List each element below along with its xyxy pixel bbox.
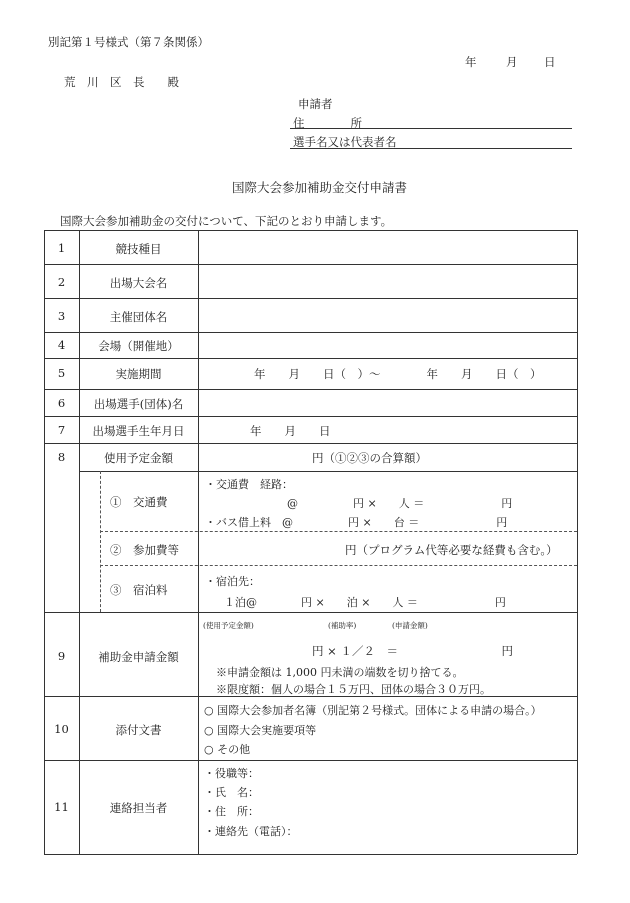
subsidy-note-rounding: ※申請金額は 1,000 円未満の端数を切り捨てる。 (216, 666, 464, 679)
row-7-number: 7 (57, 423, 66, 437)
fees-label: ② 参加費等 (110, 543, 179, 557)
row-9-number: 9 (57, 649, 66, 663)
row-8-label: 使用予定金額 (104, 451, 173, 465)
subsidy-note-limit: ※限度額：個人の場合１５万円、団体の場合３０万円。 (216, 683, 491, 696)
planned-amount-value: 円（①②③の合算額） (312, 451, 427, 465)
row-6-number: 6 (57, 396, 66, 410)
name-underline (290, 148, 572, 149)
row-10-label: 添付文書 (115, 723, 162, 737)
period-value: 年 月 日（ ）～ 年 月 日（ ） (254, 367, 542, 381)
document-title: 国際大会参加補助金交付申請書 (232, 180, 408, 195)
row-5-label: 実施期間 (115, 367, 162, 381)
row-7-label: 出場選手生年月日 (92, 424, 185, 438)
row-11-label: 連絡担当者 (109, 801, 168, 815)
attachment-other: ○ その他 (204, 743, 251, 756)
contact-address: ・住 所： (204, 805, 259, 818)
subsidy-formula: 円 × １／２ ＝ 円 (312, 644, 513, 658)
intro-text: 国際大会参加補助金の交付について、下記のとおり申請します。 (60, 214, 393, 228)
caption-applied-amount: (申請金額) (392, 621, 428, 630)
applicant-heading: 申請者 (298, 97, 333, 111)
transport-label: ① 交通費 (110, 495, 168, 509)
row-8-number: 8 (57, 450, 66, 464)
attachment-guidelines: ○ 国際大会実施要項等 (204, 724, 317, 737)
address-underline (290, 128, 572, 129)
row-4-label: 会場（開催地） (98, 339, 179, 353)
row-2-label: 出場大会名 (109, 276, 168, 290)
row-4-number: 4 (57, 338, 66, 352)
transport-route: ・交通費 経路： (205, 478, 293, 491)
date-day: 日 (544, 55, 556, 69)
lodging-calc: １泊@ 円 × 泊 × 人 ＝ 円 (224, 596, 506, 609)
caption-planned-amount: (使用予定金額) (203, 621, 254, 630)
date-month: 月 (506, 55, 518, 69)
row-3-number: 3 (57, 309, 66, 323)
row-3-label: 主催団体名 (109, 310, 168, 324)
lodging-label: ③ 宿泊料 (110, 583, 168, 597)
lodging-place: ・宿泊先： (205, 575, 260, 588)
row-2-number: 2 (57, 275, 66, 289)
fees-value: 円（プログラム代等必要な経費も含む。） (345, 543, 558, 557)
addressee: 荒 川 区 長 殿 (64, 75, 179, 89)
caption-subsidy-rate: (補助率) (328, 621, 357, 630)
birthdate-value: 年 月 日 (250, 424, 331, 438)
row-10-number: 10 (54, 722, 69, 736)
attachment-participant-list: ○ 国際大会参加者名簿（別記第２号様式。団体による申請の場合。） (204, 704, 542, 717)
row-11-number: 11 (54, 800, 69, 814)
bus-rental-calc: ・バス借上料 @ 円 × 台 ＝ 円 (205, 516, 508, 529)
form-reference: 別記第１号様式（第７条関係） (48, 35, 209, 49)
row-9-label: 補助金申請金額 (98, 650, 179, 664)
row-5-number: 5 (57, 366, 66, 380)
address-label: 住 所 (293, 116, 362, 130)
row-1-label: 競技種目 (115, 242, 162, 256)
date-year: 年 (465, 55, 477, 69)
contact-phone: ・連絡先（電話）： (204, 825, 298, 838)
name-label: 選手名又は代表者名 (293, 135, 397, 149)
row-6-label: 出場選手(団体)名 (93, 397, 184, 411)
contact-position: ・役職等： (204, 767, 259, 780)
contact-name: ・氏 名： (204, 786, 259, 799)
transport-calc: @ 円 × 人 ＝ 円 (287, 497, 513, 510)
row-1-number: 1 (57, 241, 66, 255)
